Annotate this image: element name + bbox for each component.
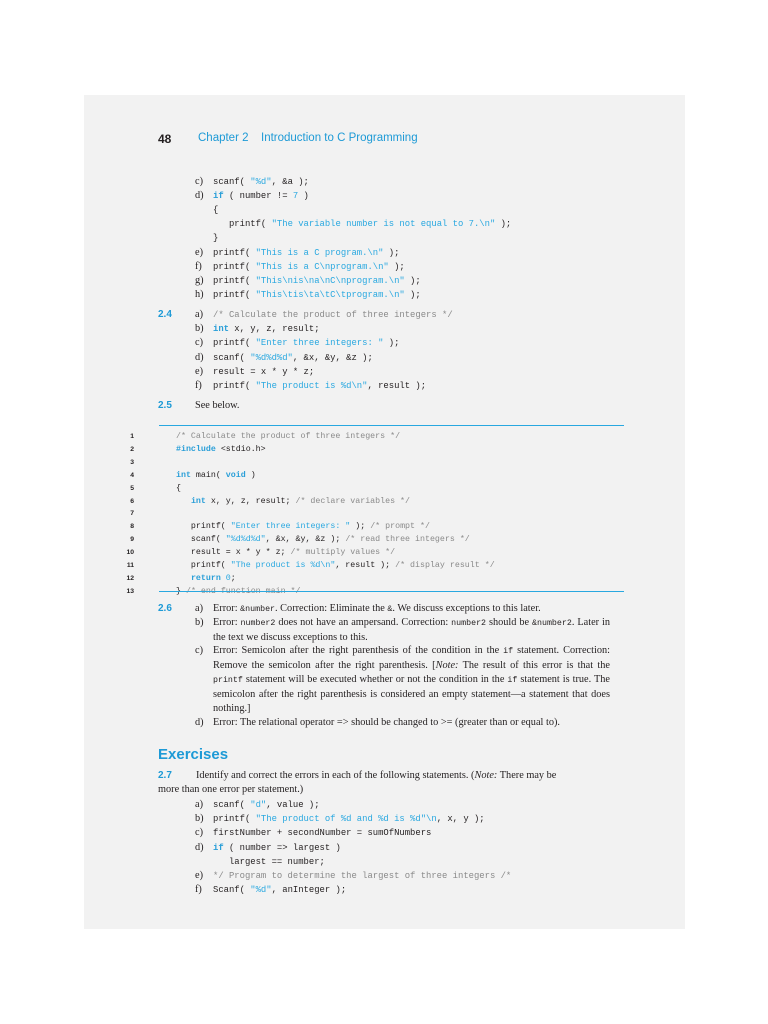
text-segment: does not have an ampersand. Correction: [275, 617, 452, 628]
text-segment: Error: The relational operator => should be changed to >= (greater than or equal to). [213, 717, 560, 728]
code-line [213, 379, 426, 393]
text-segment: The result of this error is that the [458, 660, 610, 671]
text-segment: /* multiply values */ [290, 548, 396, 558]
text-segment: void [225, 470, 246, 480]
text-segment: "Enter three integers: " [255, 338, 384, 349]
code-line [213, 883, 346, 897]
text-segment: scanf( [176, 535, 226, 545]
text-segment: scanf( [213, 800, 251, 810]
answer-paragraph [213, 644, 610, 716]
text-segment: ( number != [223, 191, 293, 202]
code-line [213, 288, 421, 302]
code-line [213, 231, 218, 245]
text-segment: , &a ); [271, 177, 309, 187]
text-segment: { [213, 205, 219, 216]
text-segment: statement will be executed whether or not the condition in the [242, 674, 508, 685]
text-segment: <stdio.h> [215, 444, 266, 454]
item-label: d) [195, 841, 204, 853]
text-segment: statement is true. The semicolon after the right parenthesis is considered an empty statement—a statement that does nothing.] [213, 674, 610, 714]
text-segment: Scanf( [213, 885, 251, 896]
text-segment: result = x * y * z; [176, 548, 291, 558]
text-segment: main( [190, 470, 226, 480]
text-segment: #include [176, 444, 216, 454]
text-segment: "This is a C program.\n" [255, 247, 384, 258]
text-segment: x, y, z, result; [228, 324, 320, 335]
item-label: f) [195, 380, 202, 391]
text-segment: ); [388, 261, 405, 272]
text-segment: &number [240, 605, 276, 614]
code-line [176, 495, 410, 508]
text-segment: printf( [213, 275, 256, 286]
text-segment: /* Calculate the product of three integers */ [176, 432, 401, 441]
text-segment: scanf( [213, 352, 251, 363]
text-segment: Error: [213, 603, 241, 614]
answer-2-5-text: See below. [195, 400, 240, 411]
text-segment: , &x, &y, &z ); [265, 535, 346, 545]
text-segment: /* declare variables */ [295, 496, 411, 506]
text-segment: , value ); [266, 800, 320, 810]
item-label: a) [195, 309, 203, 320]
item-label: d) [195, 717, 204, 728]
item-label: c) [195, 176, 203, 187]
text-segment: x, y, z, result; [205, 496, 296, 506]
text-segment: ) [245, 470, 256, 480]
text-segment: , &x, &y, &z ); [292, 352, 373, 363]
code-line [213, 365, 314, 379]
line-number: 6 [130, 497, 134, 505]
text-segment: firstNumber + secondNumber = sumOfNumbers [213, 828, 432, 839]
text-segment: if [213, 191, 224, 202]
text-segment: number2 [451, 619, 487, 628]
exercise-2-7-number: 2.7 [158, 770, 172, 781]
answer-paragraph [213, 602, 610, 617]
line-number: 1 [130, 433, 134, 440]
text-segment: ); [350, 522, 371, 532]
line-number: 2 [130, 445, 134, 453]
line-number: 10 [126, 549, 134, 557]
item-label: g) [195, 274, 204, 286]
text-segment: Error: Semicolon after the right parenthesis of the condition in the [213, 645, 504, 656]
text-segment: result = x * y * z; [213, 366, 315, 377]
text-segment: "%d" [250, 885, 272, 896]
item-label: f) [195, 260, 202, 272]
line-number: 9 [130, 536, 134, 544]
line-number: 11 [126, 562, 134, 569]
text-segment: printf( [213, 219, 272, 230]
text-segment: /* prompt */ [370, 522, 430, 532]
text-segment: /* display result */ [395, 561, 495, 570]
item-label: d) [195, 190, 204, 202]
text-segment: printf( [213, 289, 256, 300]
text-segment: int [176, 470, 191, 480]
item-label: b) [195, 617, 204, 628]
text-segment: return [190, 573, 221, 583]
code-line [213, 869, 511, 883]
text-segment: Note: [435, 660, 459, 671]
code-line [213, 812, 485, 826]
text-segment: , anInteger ); [271, 885, 347, 896]
code-line [213, 336, 399, 350]
code-line [176, 482, 181, 495]
code-line [213, 217, 511, 231]
code-line [213, 203, 218, 217]
text-segment: scanf( [213, 177, 251, 187]
text-segment: & [387, 605, 393, 614]
text-segment: "%d%d%d" [225, 535, 266, 545]
text-segment: int [213, 324, 229, 335]
exercises-heading: Exercises [158, 746, 229, 763]
text-segment: ); [404, 275, 421, 286]
text-segment: ); [404, 289, 421, 300]
item-label: a) [195, 603, 203, 614]
code-line [213, 798, 320, 812]
text-segment: ); [383, 247, 400, 258]
text-segment: ); [383, 338, 400, 349]
item-label: d) [195, 351, 204, 363]
text-segment: , result ); [335, 561, 396, 570]
text-segment: . Later in the text we discuss exceptions to this. [213, 617, 611, 643]
text-segment: , result ); [367, 381, 427, 391]
text-segment: printf( [213, 261, 256, 272]
text-segment: ) [298, 191, 309, 202]
text-segment: "The product of %d and %d is %d"\n [255, 814, 437, 825]
text-segment [176, 497, 191, 506]
item-label: b) [195, 813, 204, 825]
code-line [176, 469, 256, 482]
item-label: c) [195, 645, 203, 656]
code-line [176, 559, 495, 572]
code-line [176, 443, 266, 456]
text-segment: "The product is %d\n" [255, 381, 368, 391]
text-segment: if [213, 842, 224, 853]
item-label: a) [195, 799, 203, 810]
text-segment: printf( [213, 247, 256, 258]
code-line [176, 546, 395, 559]
item-label: f) [195, 884, 202, 896]
text-segment: ( number => largest ) [223, 842, 341, 853]
chapter-title: Introduction to C Programming [261, 132, 418, 144]
page-number: 48 [158, 132, 172, 146]
code-line [213, 308, 453, 322]
text-segment: "This\tis\ta\tC\tprogram.\n" [255, 289, 405, 300]
text-segment: . We discuss exceptions to this later. [392, 603, 541, 614]
text-segment: , x, y ); [436, 814, 485, 825]
item-label: c) [195, 337, 203, 349]
text-segment: printf( [176, 522, 231, 532]
code-line [213, 841, 341, 855]
listing-bottom-rule [159, 591, 624, 592]
listing-top-rule [159, 425, 624, 426]
text-segment: largest == number; [213, 856, 325, 867]
code-line [213, 175, 309, 189]
text-segment: "Enter three integers: " [230, 522, 351, 532]
text-segment: "This is a C\nprogram.\n" [255, 261, 389, 272]
text-segment: if [503, 647, 514, 656]
line-number: 5 [130, 484, 134, 492]
text-segment: should be [486, 617, 533, 628]
text-segment: */ Program to determine the largest of three integers /* [213, 871, 512, 881]
code-line [213, 260, 405, 274]
text-segment: &number2 [532, 619, 572, 628]
answer-2-4-number: 2.4 [158, 309, 172, 320]
text-segment: . Correction: Eliminate the [275, 603, 388, 614]
item-label: e) [195, 365, 203, 377]
answer-paragraph [213, 616, 610, 645]
text-segment: printf( [213, 381, 256, 391]
text-segment: printf( [213, 814, 256, 825]
code-line [213, 826, 431, 840]
text-segment: Error: [213, 617, 241, 628]
item-label: b) [195, 323, 204, 335]
answer-2-5-number: 2.5 [158, 400, 172, 411]
text-segment: if [507, 676, 518, 685]
text-segment: /* Calculate the product of three integers */ [213, 310, 453, 320]
text-segment: 7 [292, 191, 299, 202]
text-segment: "%d" [250, 177, 272, 187]
exercise-2-7-intro-line2: more than one error per statement.) [158, 784, 304, 795]
text-segment: printf( [213, 338, 256, 349]
answer-paragraph [213, 716, 610, 730]
text-segment: printf [213, 676, 243, 685]
code-line [213, 246, 399, 260]
intro-note: Note: [474, 770, 498, 781]
line-number: 4 [130, 471, 134, 479]
text-segment: } [213, 233, 219, 244]
text-segment: ; [230, 573, 236, 583]
text-segment: "This\nis\na\nC\nprogram.\n" [255, 275, 405, 286]
code-line [176, 533, 470, 546]
item-label: h) [195, 288, 204, 300]
code-line [213, 322, 320, 336]
line-number: 12 [126, 574, 134, 582]
code-line [176, 572, 236, 585]
text-segment: "The product is %d\n" [230, 561, 336, 570]
text-segment: ); [495, 219, 512, 230]
text-segment: /* read three integers */ [345, 535, 470, 545]
code-line [213, 189, 309, 203]
answer-2-6-number: 2.6 [158, 603, 172, 614]
text-segment: statement. Correction: Remove the semicolon after the right parenthesis. [ [213, 645, 610, 671]
code-line [213, 351, 373, 365]
text-segment: "%d%d%d" [250, 352, 293, 363]
text-segment [176, 574, 191, 583]
text-segment: int [190, 496, 206, 506]
code-line [176, 520, 430, 533]
chapter-label: Chapter 2 [198, 132, 249, 144]
line-number: 13 [126, 587, 134, 595]
text-segment: 0 [225, 573, 231, 583]
code-line [176, 430, 400, 443]
text-segment: printf( [176, 561, 231, 570]
text-segment: { [176, 483, 181, 493]
item-label: e) [195, 246, 203, 258]
text-segment: "The variable number is not equal to 7.\n" [271, 219, 496, 230]
line-number: 7 [130, 510, 134, 518]
code-line [213, 855, 325, 869]
item-label: c) [195, 827, 203, 839]
exercise-2-7-intro-line1 [196, 769, 610, 783]
line-number: 3 [130, 458, 134, 466]
text-segment: "d" [250, 800, 267, 810]
intro-text-a: Identify and correct the errors in each of the following statements. ( [196, 770, 475, 781]
line-number: 8 [130, 523, 134, 531]
text-segment: number2 [240, 619, 276, 628]
intro-text-b: There may be [497, 770, 557, 781]
code-line [213, 274, 421, 288]
item-label: e) [195, 870, 203, 881]
